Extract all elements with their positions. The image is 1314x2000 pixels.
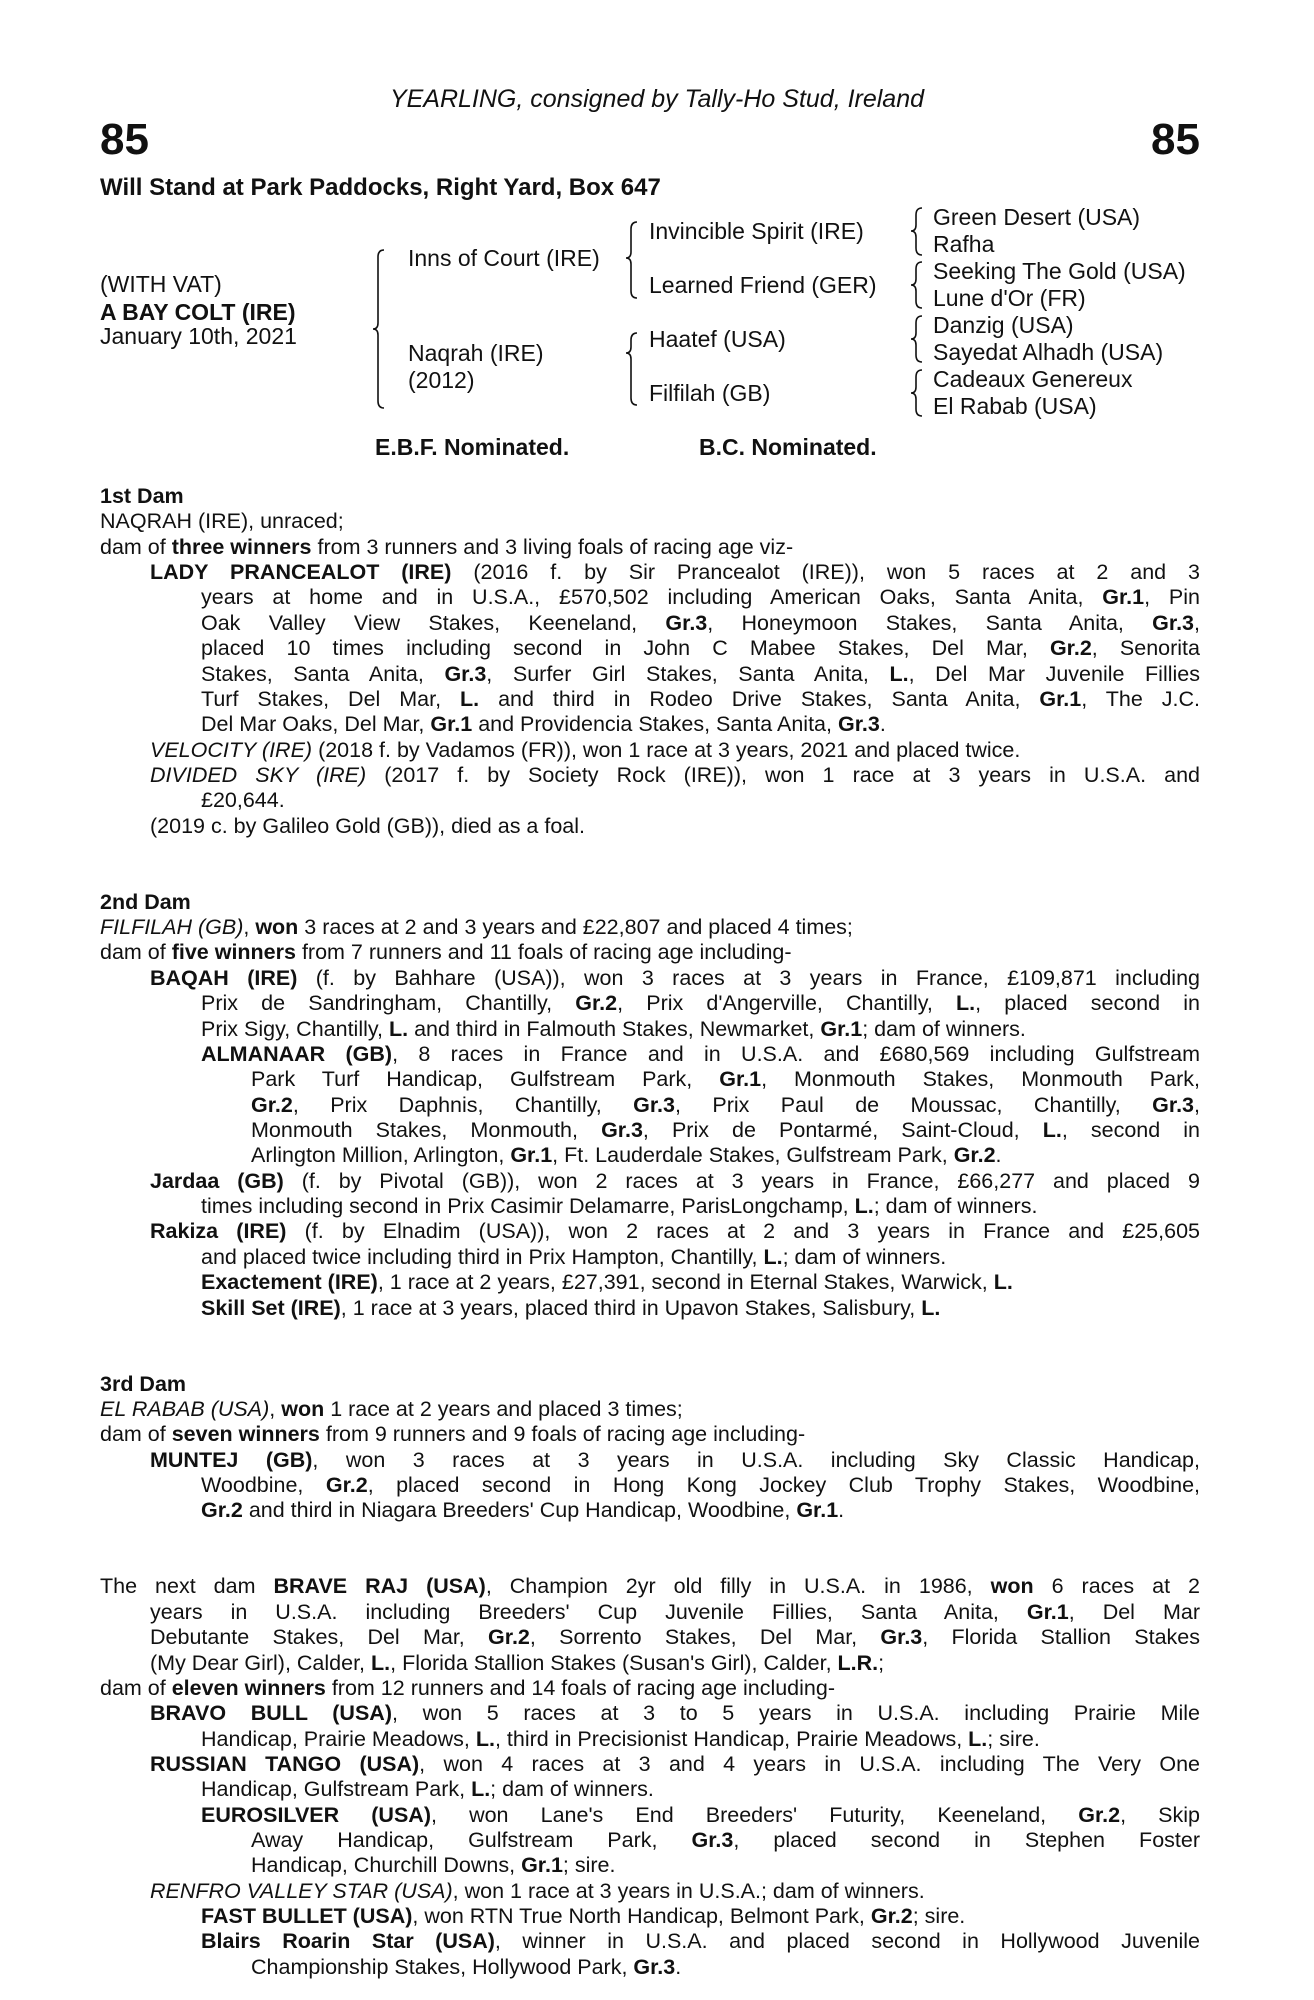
bold-text: Gr.2 — [870, 1904, 913, 1929]
dam-dam: Filfilah (GB) — [649, 380, 771, 406]
bold-text: BRAVE RAJ (USA) — [273, 1574, 486, 1599]
bold-text: RUSSIAN TANGO (USA) — [150, 1751, 420, 1776]
text: ; dam of winners. — [782, 1244, 947, 1269]
text: , placed second in Hong Kong Jockey Club Trophy Stakes, Woodbine, — [367, 1473, 1201, 1498]
bold-text: LADY PRANCEALOT (IRE) — [150, 560, 452, 585]
text-line — [100, 940, 1200, 965]
text: , 8 races in France and in U.S.A. and £680,569 including Gulfstream — [392, 1041, 1200, 1066]
bold-text: MUNTEJ (GB) — [150, 1447, 313, 1472]
bold-text: L. — [475, 1726, 495, 1751]
text: and third in Rodeo Drive Stakes, Santa Anita, — [479, 686, 1040, 711]
text: , Surfer Girl Stakes, Santa Anita, — [486, 661, 890, 686]
bold-text: Gr.3 — [1152, 610, 1195, 635]
bold-text: Gr.1 — [1039, 686, 1082, 711]
bold-text: BRAVO BULL (USA) — [150, 1701, 392, 1726]
text: , placed second in Stephen Foster — [733, 1828, 1200, 1853]
text: (2018 f. by Vadamos (FR)), won 1 race at 3 years, 2021 and placed twice. — [312, 737, 1021, 762]
bold-text: L. — [471, 1777, 491, 1802]
blank-line — [100, 1346, 1200, 1371]
text: , 1 race at 2 years, £27,391, second in Eternal Stakes, Warwick, — [377, 1270, 994, 1295]
bold-text: L. — [889, 661, 909, 686]
text-line — [100, 1042, 1200, 1067]
blank-line — [100, 1321, 1200, 1346]
text-line — [100, 1955, 1200, 1980]
text: from 3 runners and 3 living foals of racing age viz- — [311, 534, 794, 559]
great-grandparent: Green Desert (USA) — [933, 204, 1141, 230]
bold-text: Gr.2 — [1049, 636, 1092, 661]
text-line — [100, 1017, 1200, 1042]
text: , Monmouth Stakes, Monmouth Park, — [761, 1067, 1200, 1092]
text-line — [100, 687, 1200, 712]
text: from 9 runners and 9 foals of racing age including- — [319, 1422, 806, 1447]
catalogue-body — [100, 484, 1200, 1980]
text-line — [100, 1727, 1200, 1752]
text: , Sorrento Stakes, Del Mar, — [529, 1625, 881, 1650]
text: The next dam — [100, 1574, 274, 1599]
text: times including second in Prix Casimir Delamarre, ParisLongchamp, — [201, 1194, 855, 1219]
text: Woodbine, — [201, 1473, 326, 1498]
bold-text: L. — [763, 1244, 783, 1269]
text-line — [100, 535, 1200, 560]
bold-text: Gr.1 — [430, 712, 473, 737]
bold-text: won — [255, 915, 299, 940]
text-line — [100, 1600, 1200, 1625]
text: Championship Stakes, Hollywood Park, — [251, 1954, 634, 1979]
text: . — [995, 1143, 1002, 1168]
text: , Prix Daphnis, Chantilly, — [292, 1092, 634, 1117]
blank-line — [100, 1524, 1200, 1549]
text: 3 races at 2 and 3 years and £22,807 and placed 4 times; — [298, 915, 853, 940]
text: , The J.C. — [1081, 686, 1200, 711]
bold-text: FAST BULLET (USA) — [201, 1904, 413, 1929]
stand-location: Will Stand at Park Paddocks, Right Yard, Box 647 — [100, 174, 661, 201]
sire: Inns of Court (IRE) — [408, 245, 600, 271]
text-line — [100, 509, 1200, 534]
bold-text: L. — [956, 991, 976, 1016]
text: , Del Mar Juvenile Fillies — [908, 661, 1200, 686]
text: dam of — [100, 1422, 172, 1447]
text-line — [100, 1651, 1200, 1676]
bold-text: Gr.3 — [665, 610, 708, 635]
brace-icon — [911, 370, 922, 416]
bold-text: L. — [371, 1650, 391, 1675]
brace-icon — [626, 222, 637, 298]
ebf-nomination: E.B.F. Nominated. — [375, 434, 570, 460]
lot-number-left: 85 — [100, 115, 149, 164]
text: , won Lane's End Breeders' Futurity, Keeneland, — [431, 1802, 1079, 1827]
text: , won 3 races at 3 years in U.S.A. including Sky Classic Handicap, — [312, 1447, 1200, 1472]
text: ; dam of winners. — [873, 1194, 1038, 1219]
brace-icon — [911, 316, 922, 362]
text: , won 4 races at 3 and 4 years in U.S.A. including The Very One — [419, 1751, 1200, 1776]
text-line — [100, 1473, 1200, 1498]
bold-text: L. — [388, 1016, 409, 1041]
bc-nomination: B.C. Nominated. — [699, 434, 877, 460]
text: Prix de Sandringham, Chantilly, — [201, 991, 576, 1016]
bold-text: L. — [993, 1270, 1013, 1295]
text: . — [838, 1498, 845, 1523]
text-line — [100, 1118, 1200, 1143]
text: ; dam of winners. — [490, 1777, 654, 1802]
text: (My Dear Girl), Calder, — [150, 1650, 372, 1675]
text: , Honeymoon Stakes, Santa Anita, — [707, 610, 1153, 635]
great-grandparent: Lune d'Or (FR) — [933, 285, 1086, 311]
text: Del Mar Oaks, Del Mar, — [201, 712, 431, 737]
text: Debutante Stakes, Del Mar, — [150, 1625, 489, 1650]
lot-number-right: 85 — [1151, 115, 1200, 164]
text: , — [269, 1396, 282, 1421]
text-line — [100, 763, 1200, 788]
text-line — [100, 1498, 1200, 1523]
bold-text: seven winners — [171, 1422, 320, 1447]
text: £20,644. — [201, 788, 285, 813]
text-line — [100, 1803, 1200, 1828]
bold-text: Gr.3 — [444, 661, 487, 686]
text-line — [100, 1397, 1200, 1422]
text: years at home and in U.S.A., £570,502 including American Oaks, Santa Anita, — [201, 585, 1103, 610]
text: Oak Valley View Stakes, Keeneland, — [201, 610, 666, 635]
bold-text: Skill Set (IRE) — [201, 1295, 341, 1320]
text: years in U.S.A. including Breeders' Cup Juvenile Fillies, Santa Anita, — [150, 1599, 1027, 1624]
text-line — [100, 1219, 1200, 1244]
text: , — [243, 915, 256, 940]
text-line — [100, 611, 1200, 636]
bold-text: Blairs Roarin Star (USA) — [201, 1929, 495, 1954]
text-line — [100, 1574, 1200, 1599]
text-line — [100, 1093, 1200, 1118]
text-line — [100, 662, 1200, 687]
italic-text: RENFRO VALLEY STAR (USA) — [150, 1878, 453, 1903]
bold-text: BAQAH (IRE) — [150, 965, 298, 990]
bold-text: 2nd Dam — [100, 889, 191, 914]
text: , third in Precisionist Handicap, Prairie Meadows, — [494, 1726, 969, 1751]
text-line — [100, 1270, 1200, 1295]
text-line — [100, 484, 1200, 509]
bold-text: Gr.3 — [601, 1117, 643, 1142]
text: , Skip — [1120, 1802, 1200, 1827]
text: and third in Niagara Breeders' Cup Handicap, Woodbine, — [242, 1498, 797, 1523]
text: (2016 f. by Sir Prancealot (IRE)), won 5 races at 2 and 3 — [451, 560, 1200, 585]
bold-text: won — [990, 1574, 1034, 1599]
text: 1 race at 2 years and placed 3 times; — [324, 1396, 683, 1421]
text-line — [100, 712, 1200, 737]
text-line — [100, 966, 1200, 991]
bold-text: L. — [968, 1726, 988, 1751]
text: , winner in U.S.A. and placed second in Hollywood Juvenile — [494, 1929, 1200, 1954]
dam-year: (2012) — [408, 367, 475, 393]
bold-text: Jardaa (GB) — [150, 1168, 284, 1193]
text: , won RTN True North Handicap, Belmont Park, — [412, 1904, 871, 1929]
text-line — [100, 1853, 1200, 1878]
text: (f. by Pivotal (GB)), won 2 races at 3 years in France, £66,277 and placed 9 — [283, 1168, 1200, 1193]
text-line — [100, 1879, 1200, 1904]
bold-text: EUROSILVER (USA) — [201, 1802, 431, 1827]
text-line — [100, 991, 1200, 1016]
text-line — [100, 1372, 1200, 1397]
bold-text: Gr.3 — [880, 1625, 923, 1650]
text-line — [100, 1194, 1200, 1219]
text: , Prix de Pontarmé, Saint-Cloud, — [642, 1117, 1043, 1142]
text: (f. by Bahhare (USA)), won 3 races at 3 years in France, £109,871 including — [297, 965, 1201, 990]
text-line — [100, 1701, 1200, 1726]
great-grandparent: El Rabab (USA) — [933, 393, 1097, 419]
sire-dam: Learned Friend (GER) — [649, 272, 877, 298]
text: and placed twice including third in Prix Hampton, Chantilly, — [201, 1244, 764, 1269]
bold-text: L. — [460, 686, 480, 711]
text: Prix Sigy, Chantilly, — [201, 1016, 389, 1041]
text-line — [100, 1828, 1200, 1853]
italic-text: FILFILAH (GB) — [100, 915, 244, 940]
text: , Florida Stallion Stakes — [922, 1625, 1200, 1650]
text: Handicap, Prairie Meadows, — [201, 1726, 476, 1751]
text: ; dam of winners. — [862, 1016, 1026, 1041]
text: ; sire. — [912, 1904, 966, 1929]
great-grandparent: Cadeaux Genereux — [933, 366, 1133, 392]
text-line — [100, 1169, 1200, 1194]
text-line — [100, 1777, 1200, 1802]
bold-text: Gr.1 — [820, 1016, 863, 1041]
text: , Florida Stallion Stakes (Susan's Girl), Calder, — [390, 1650, 838, 1675]
text: Park Turf Handicap, Gulfstream Park, — [251, 1067, 720, 1092]
bold-text: Gr.3 — [837, 712, 880, 737]
bold-text: five winners — [171, 940, 296, 965]
text: ; — [878, 1650, 885, 1675]
text-line — [100, 1752, 1200, 1777]
sale-subtitle: YEARLING, consigned by Tally-Ho Stud, Ireland — [389, 85, 925, 113]
text-line — [100, 1067, 1200, 1092]
text: Stakes, Santa Anita, — [201, 661, 445, 686]
text: from 12 runners and 14 foals of racing age including- — [325, 1675, 835, 1700]
text: (2019 c. by Galileo Gold (GB)), died as a foal. — [150, 813, 585, 838]
bold-text: Gr.2 — [488, 1625, 530, 1650]
text: Monmouth Stakes, Monmouth, — [251, 1117, 602, 1142]
text-line — [100, 814, 1200, 839]
text: dam of — [100, 940, 172, 965]
text: , Prix d'Angerville, Chantilly, — [617, 991, 957, 1016]
bold-text: L. — [854, 1194, 874, 1219]
bold-text: Gr.2 — [251, 1092, 293, 1117]
bold-text: Gr.1 — [1026, 1599, 1069, 1624]
text: , — [1194, 1092, 1200, 1117]
bold-text: Gr.3 — [633, 1954, 676, 1979]
dam-sire: Haatef (USA) — [649, 326, 786, 352]
text: Handicap, Churchill Downs, — [251, 1853, 522, 1878]
text-line — [100, 585, 1200, 610]
dam: Naqrah (IRE) — [408, 340, 544, 366]
text: dam of — [100, 1675, 172, 1700]
text: from 7 runners and 11 foals of racing age including- — [295, 940, 792, 965]
text: 6 races at 2 — [1033, 1574, 1200, 1599]
text: , — [1194, 610, 1200, 635]
text: Arlington Million, Arlington, — [251, 1143, 511, 1168]
text: dam of — [100, 534, 172, 559]
bold-text: Gr.3 — [633, 1092, 675, 1117]
bold-text: 1st Dam — [100, 484, 184, 508]
text: , Del Mar — [1068, 1599, 1200, 1624]
bold-text: Exactement (IRE) — [201, 1270, 378, 1295]
text-line — [100, 915, 1200, 940]
text-line — [100, 1625, 1200, 1650]
text-line — [100, 788, 1200, 813]
italic-text: DIVIDED SKY (IRE) — [150, 762, 367, 787]
bold-text: 3rd Dam — [100, 1371, 187, 1396]
foaling-date: January 10th, 2021 — [100, 323, 297, 349]
lot-name: A BAY COLT (IRE) — [100, 299, 296, 325]
italic-text: VELOCITY (IRE) — [150, 737, 313, 762]
text: , Ft. Lauderdale Stakes, Gulfstream Park, — [552, 1143, 954, 1168]
bold-text: Gr.3 — [1152, 1092, 1195, 1117]
text: , won 1 race at 3 years in U.S.A.; dam of winners. — [452, 1878, 925, 1903]
text: (2017 f. by Society Rock (IRE)), won 1 race at 3 years in U.S.A. and — [366, 762, 1200, 787]
text: , second in — [1061, 1117, 1200, 1142]
bold-text: Gr.2 — [201, 1498, 243, 1523]
text: , 1 race at 3 years, placed third in Upavon Stakes, Salisbury, — [340, 1295, 922, 1320]
text: Turf Stakes, Del Mar, — [201, 686, 461, 711]
brace-icon — [373, 250, 384, 408]
bold-text: Gr.2 — [953, 1143, 996, 1168]
text: , Champion 2yr old filly in U.S.A. in 1986, — [485, 1574, 991, 1599]
bold-text: Gr.2 — [325, 1473, 368, 1498]
text: Handicap, Gulfstream Park, — [201, 1777, 472, 1802]
text: ; sire. — [987, 1726, 1040, 1751]
bold-text: Gr.2 — [1078, 1802, 1121, 1827]
text-line — [100, 1904, 1200, 1929]
blank-line — [100, 1549, 1200, 1574]
text-line — [100, 738, 1200, 763]
bold-text: Rakiza (IRE) — [150, 1219, 287, 1244]
brace-icon — [626, 333, 637, 405]
bold-text: Gr.1 — [1102, 585, 1145, 610]
text: and third in Falmouth Stakes, Newmarket, — [408, 1016, 821, 1041]
text-line — [100, 1448, 1200, 1473]
great-grandparent: Rafha — [933, 231, 995, 257]
text-line — [100, 1245, 1200, 1270]
brace-icon — [911, 208, 922, 255]
text: , placed second in — [975, 991, 1200, 1016]
text: , Senorita — [1091, 636, 1200, 661]
text-line — [100, 1296, 1200, 1321]
blank-line — [100, 839, 1200, 864]
bold-text: Gr.1 — [719, 1067, 762, 1092]
bold-text: eleven winners — [171, 1675, 326, 1700]
bold-text: Gr.1 — [796, 1498, 839, 1523]
text: , Pin — [1144, 585, 1200, 610]
bold-text: L. — [921, 1295, 941, 1320]
bold-text: L.R. — [837, 1650, 879, 1675]
text: placed 10 times including second in John C Mabee Stakes, Del Mar, — [201, 636, 1050, 661]
great-grandparent: Danzig (USA) — [933, 312, 1074, 338]
text: (f. by Elnadim (USA)), won 2 races at 2 and 3 years in France and £25,605 — [286, 1219, 1200, 1244]
bold-text: won — [281, 1396, 325, 1421]
text-line — [100, 890, 1200, 915]
text: NAQRAH (IRE), unraced; — [100, 509, 344, 534]
text: and Providencia Stakes, Santa Anita, — [472, 712, 838, 737]
blank-line — [100, 864, 1200, 889]
text-line — [100, 1422, 1200, 1447]
text-line — [100, 560, 1200, 585]
text-line — [100, 1929, 1200, 1954]
bold-text: ALMANAAR (GB) — [201, 1041, 393, 1066]
bold-text: Gr.1 — [521, 1853, 563, 1878]
brace-icon — [911, 262, 922, 308]
italic-text: EL RABAB (USA) — [100, 1396, 270, 1421]
bold-text: Gr.2 — [575, 991, 618, 1016]
sire-sire: Invincible Spirit (IRE) — [649, 218, 864, 244]
bold-text: three winners — [171, 534, 312, 559]
great-grandparent: Seeking The Gold (USA) — [933, 258, 1186, 284]
text: ; sire. — [562, 1853, 616, 1878]
text-line — [100, 1676, 1200, 1701]
text-line — [100, 1143, 1200, 1168]
text: , won 5 races at 3 to 5 years in U.S.A. including Prairie Mile — [392, 1701, 1201, 1726]
text: . — [879, 712, 886, 737]
text: Away Handicap, Gulfstream Park, — [251, 1828, 692, 1853]
vat-note: (WITH VAT) — [100, 271, 222, 297]
bold-text: Gr.1 — [510, 1143, 553, 1168]
bold-text: L. — [1042, 1117, 1062, 1142]
bold-text: Gr.3 — [691, 1828, 734, 1853]
great-grandparent: Sayedat Alhadh (USA) — [933, 339, 1164, 365]
text: . — [675, 1954, 682, 1979]
text-line — [100, 636, 1200, 661]
text: , Prix Paul de Moussac, Chantilly, — [674, 1092, 1153, 1117]
